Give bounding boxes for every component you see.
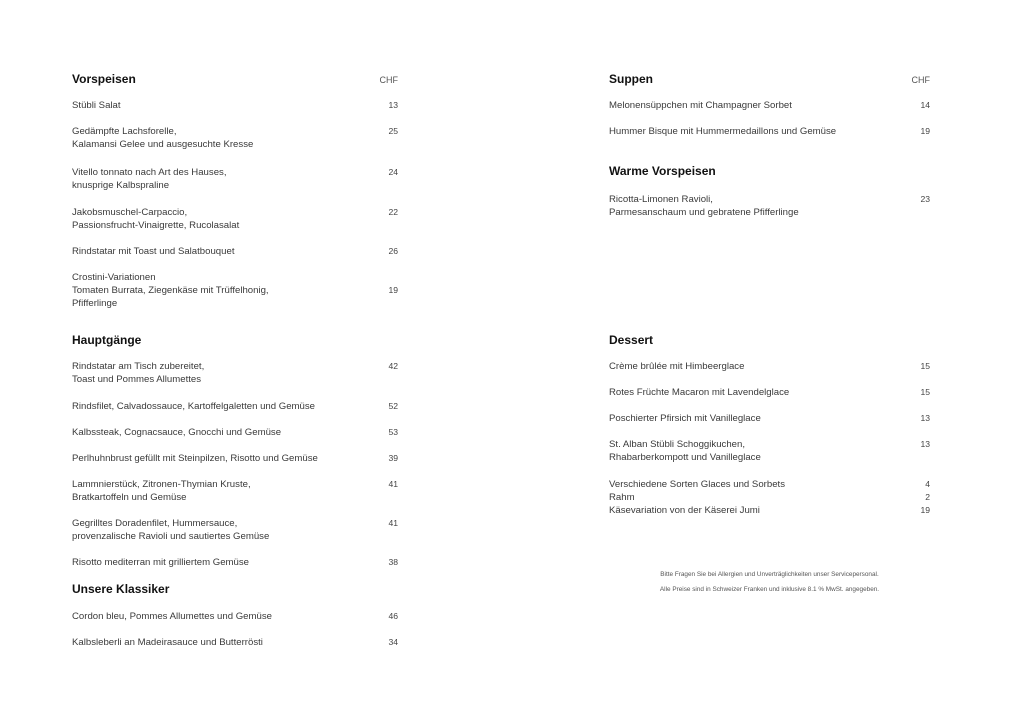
item-price: 25 <box>388 126 398 136</box>
item-price: 13 <box>388 100 398 110</box>
item-price: 26 <box>388 246 398 256</box>
menu-item: Gedämpfte Lachsforelle, Kalamansi Gelee und ausgesuchte Kresse 25 <box>72 126 398 150</box>
menu-item: Rindstatar mit Toast und Salatbouquet 26 <box>72 246 398 257</box>
item-price: 19 <box>388 285 398 295</box>
item-price: 23 <box>920 194 930 204</box>
heading-hauptgaenge: Hauptgänge <box>72 333 142 347</box>
item-price: 24 <box>388 167 398 177</box>
item-price: 39 <box>388 453 398 463</box>
menu-item: Rindsfilet, Calvadossauce, Kartoffelgaletten und Gemüse 52 <box>72 401 398 412</box>
item-price: 52 <box>388 401 398 411</box>
price-note: Alle Preise sind in Schweizer Franken und inklusive 8.1 % MwSt. angegeben. <box>659 586 880 593</box>
currency-label: CHF <box>911 75 930 85</box>
menu-item: Poschierter Pfirsich mit Vanilleglace 13 <box>609 413 930 424</box>
item-price: 15 <box>920 387 930 397</box>
item-price: 46 <box>388 611 398 621</box>
menu-item: St. Alban Stübli Schoggikuchen, Rhabarberkompott und Vanilleglace 13 <box>609 439 930 463</box>
menu-item: Rotes Früchte Macaron mit Lavendelglace 15 <box>609 387 930 398</box>
menu-item: Rindstatar am Tisch zubereitet, Toast und Pommes Allumettes 42 <box>72 361 398 385</box>
menu-item: Hummer Bisque mit Hummermedaillons und Gemüse 19 <box>609 126 930 137</box>
heading-dessert: Dessert <box>609 333 654 347</box>
item-price: 19 <box>920 126 930 136</box>
item-price: 22 <box>388 207 398 217</box>
item-price: 53 <box>388 427 398 437</box>
item-price: 38 <box>388 557 398 567</box>
heading-warme-vorspeisen: Warme Vorspeisen <box>609 164 716 178</box>
heading-klassiker: Unsere Klassiker <box>72 582 170 596</box>
item-price: 19 <box>920 505 930 515</box>
item-price: 2 <box>925 492 930 502</box>
menu-item: Kalbssteak, Cognacsauce, Gnocchi und Gemüse 53 <box>72 427 398 438</box>
item-price: 34 <box>388 637 398 647</box>
currency-label: CHF <box>379 75 398 85</box>
heading-suppen: Suppen <box>609 72 653 86</box>
menu-item: Cordon bleu, Pommes Allumettes und Gemüse 46 <box>72 611 398 622</box>
menu-item: Vitello tonnato nach Art des Hauses, knusprige Kalbspraline 24 <box>72 167 398 191</box>
item-price: 4 <box>925 479 930 489</box>
menu-item-group: Verschiedene Sorten Glaces und Sorbets Rahm Käsevariation von der Käserei Jumi 4 2 19 <box>609 479 930 516</box>
menu-item: Crostini-Variationen Tomaten Burrata, Ziegenkäse mit Trüffelhonig, Pfifferlinge 19 <box>72 272 398 309</box>
menu-item: Risotto mediterran mit grilliertem Gemüse 38 <box>72 557 398 568</box>
item-price: 42 <box>388 361 398 371</box>
heading-vorspeisen: Vorspeisen <box>72 72 136 86</box>
menu-item: Gegrilltes Doradenfilet, Hummersauce, provenzalische Ravioli und sautiertes Gemüse 41 <box>72 518 398 542</box>
item-price: 41 <box>388 518 398 528</box>
menu-item: Jakobsmuschel-Carpaccio, Passionsfrucht-Vinaigrette, Rucolasalat 22 <box>72 207 398 231</box>
menu-item: Kalbsleberli an Madeirasauce und Butterrösti 34 <box>72 637 398 648</box>
item-price: 15 <box>920 361 930 371</box>
menu-item: Perlhuhnbrust gefüllt mit Steinpilzen, Risotto und Gemüse 39 <box>72 453 398 464</box>
item-price: 13 <box>920 413 930 423</box>
menu-item: Lammnierstück, Zitronen-Thymian Kruste, Bratkartoffeln und Gemüse 41 <box>72 479 398 503</box>
menu-item: Stübli Salat 13 <box>72 100 398 111</box>
menu-item: Melonensüppchen mit Champagner Sorbet 14 <box>609 100 930 111</box>
allergy-note: Bitte Fragen Sie bei Allergien und Unverträglichkeiten unser Servicepersonal. <box>660 571 879 578</box>
item-price: 14 <box>920 100 930 110</box>
item-price: 13 <box>920 439 930 449</box>
item-price: 41 <box>388 479 398 489</box>
menu-item: Ricotta-Limonen Ravioli, Parmesanschaum und gebratene Pfifferlinge 23 <box>609 194 930 218</box>
menu-item: Crème brûlée mit Himbeerglace 15 <box>609 361 930 372</box>
